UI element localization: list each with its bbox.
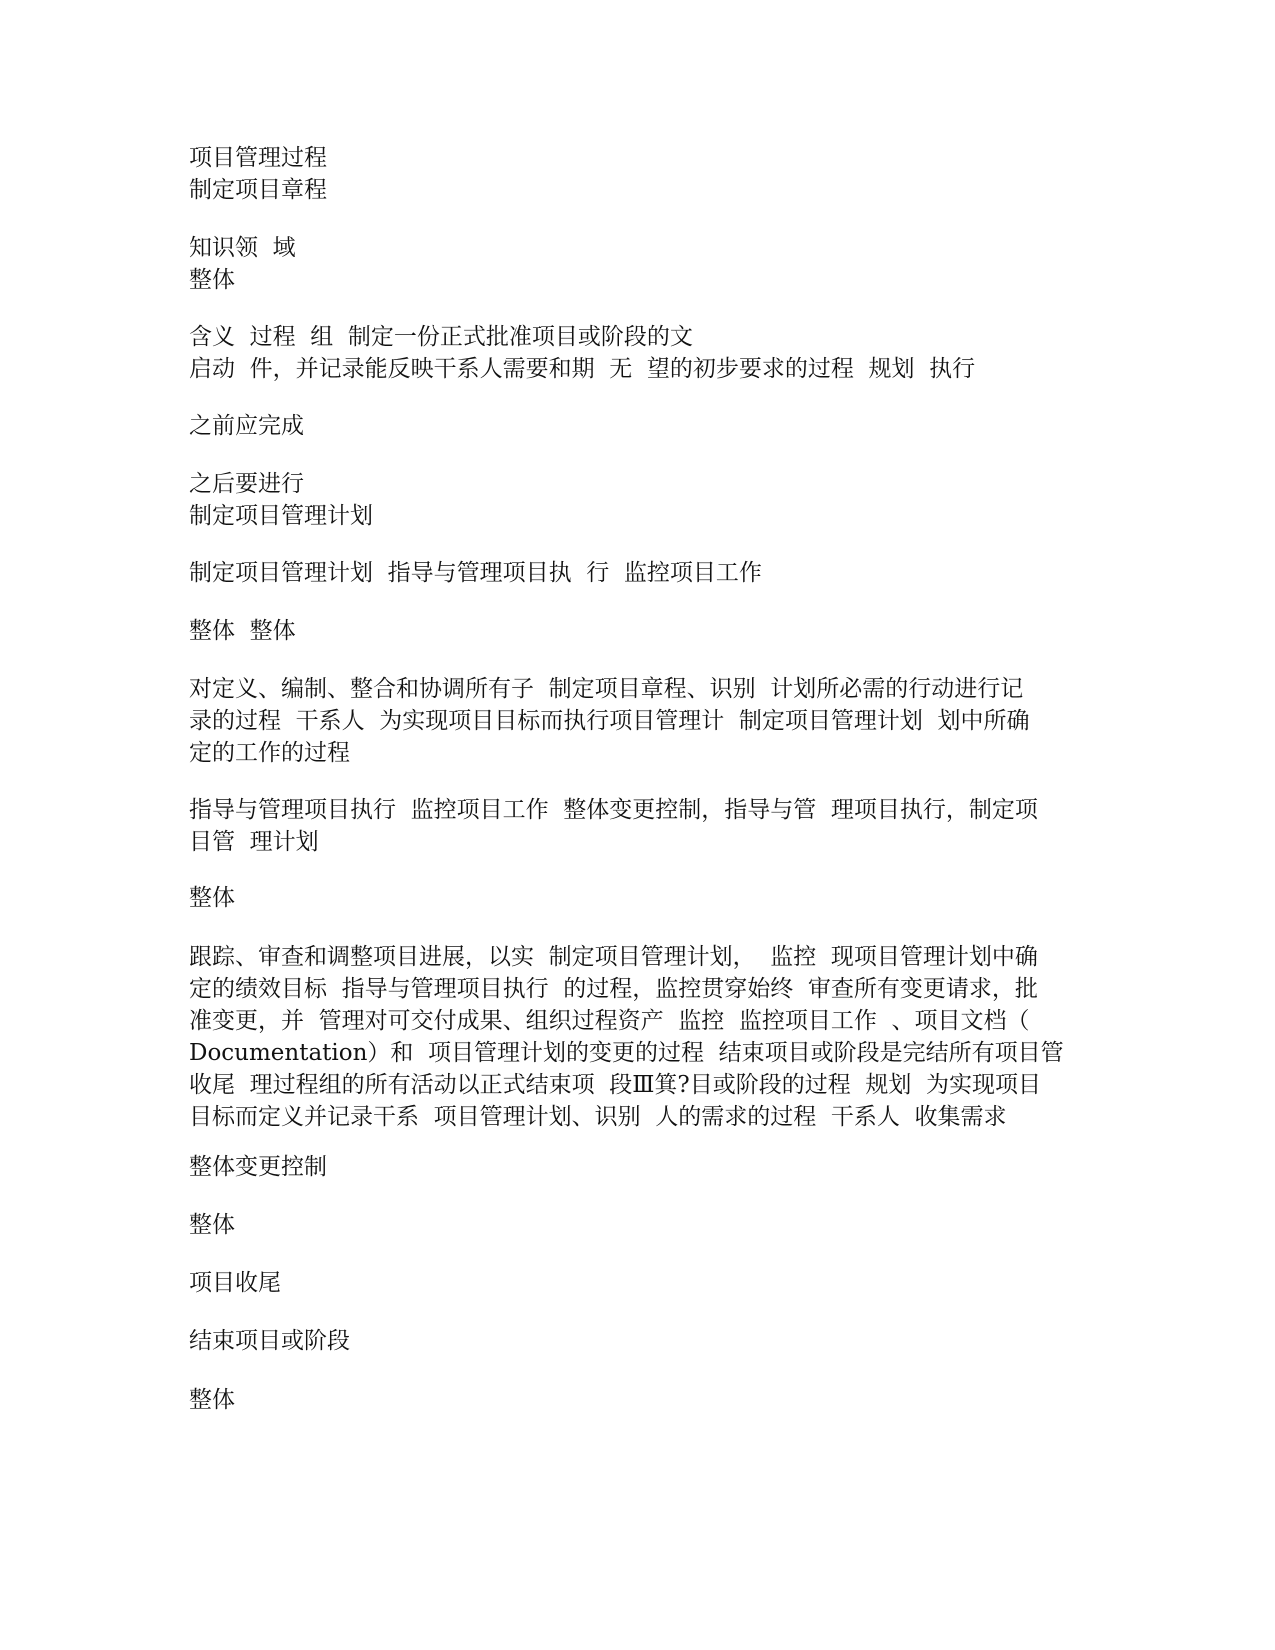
definition-block bbox=[189, 673, 1129, 769]
text-line: 定的绩效目标 指导与管理项目执行 的过程，监控贯穿始终 审查所有变更请求，批 bbox=[189, 976, 1038, 1002]
text-line: 结束项目或阶段 bbox=[189, 1328, 350, 1354]
integration-label-block-3 bbox=[189, 1384, 1129, 1416]
monitoring-description-block bbox=[189, 941, 1129, 1133]
meaning-block bbox=[189, 321, 1129, 385]
text-line: 整体 bbox=[189, 267, 235, 293]
text-line: 录的过程 干系人 为实现项目目标而执行项目管理计 制定项目管理计划 划中所确 bbox=[189, 708, 1030, 734]
change-control-block bbox=[189, 1151, 1129, 1183]
integration-label-block-2 bbox=[189, 1209, 1129, 1241]
text-line: 制定项目章程 bbox=[189, 177, 327, 203]
text-line: 制定项目管理计划 指导与管理项目执 行 监控项目工作 bbox=[189, 560, 762, 586]
text-line: 知识领 域 bbox=[189, 235, 296, 261]
knowledge-area-row-block bbox=[189, 615, 1129, 647]
text-line: 目标而定义并记录干系 项目管理计划、识别 人的需求的过程 干系人 收集需求 bbox=[189, 1104, 1007, 1130]
text-line: 目管 理计划 bbox=[189, 829, 319, 855]
text-line: 整体 bbox=[189, 885, 235, 911]
text-line: 项目收尾 bbox=[189, 1270, 281, 1296]
process-names-block bbox=[189, 557, 1129, 589]
text-line: Documentation）和 项目管理计划的变更的过程 结束项目或阶段是完结所有项目管 bbox=[189, 1040, 1064, 1066]
close-project-phase-block bbox=[189, 1325, 1129, 1357]
text-line: 之后要进行 bbox=[189, 471, 304, 497]
knowledge-area-block bbox=[189, 232, 1129, 296]
text-line: 跟踪、审查和调整项目进展，以实 制定项目管理计划， 监控 现项目管理计划中确 bbox=[189, 944, 1038, 970]
text-line: 对定义、编制、整合和协调所有子 制定项目章程、识别 计划所必需的行动进行记 bbox=[189, 676, 1024, 702]
process-heading-block bbox=[189, 142, 1129, 206]
prerequisite-block bbox=[189, 410, 1129, 442]
text-line: 之前应完成 bbox=[189, 413, 304, 439]
text-line: 整体 整体 bbox=[189, 618, 296, 644]
followup-block bbox=[189, 468, 1129, 532]
text-line: 整体 bbox=[189, 1387, 235, 1413]
text-line: 整体 bbox=[189, 1212, 235, 1238]
integration-label-block bbox=[189, 882, 1129, 914]
text-line: 整体变更控制 bbox=[189, 1154, 327, 1180]
text-line: 指导与管理项目执行 监控项目工作 整体变更控制，指导与管 理项目执行，制定项 bbox=[189, 797, 1038, 823]
project-closing-block bbox=[189, 1267, 1129, 1299]
related-processes-block bbox=[189, 794, 1129, 858]
text-line: 项目管理过程 bbox=[189, 145, 327, 171]
text-line: 准变更，并 管理对可交付成果、组织过程资产 监控 监控项目工作 、项目文档（ bbox=[189, 1008, 1030, 1034]
text-line: 制定项目管理计划 bbox=[189, 503, 373, 529]
text-line: 含义 过程 组 制定一份正式批准项目或阶段的文 bbox=[189, 324, 693, 350]
text-line: 定的工作的过程 bbox=[189, 740, 350, 766]
text-line: 收尾 理过程组的所有活动以正式结束项 段Ⅲ箕?目或阶段的过程 规划 为实现项目 bbox=[189, 1072, 1041, 1098]
text-line: 启动 件，并记录能反映干系人需要和期 无 望的初步要求的过程 规划 执行 bbox=[189, 356, 976, 382]
